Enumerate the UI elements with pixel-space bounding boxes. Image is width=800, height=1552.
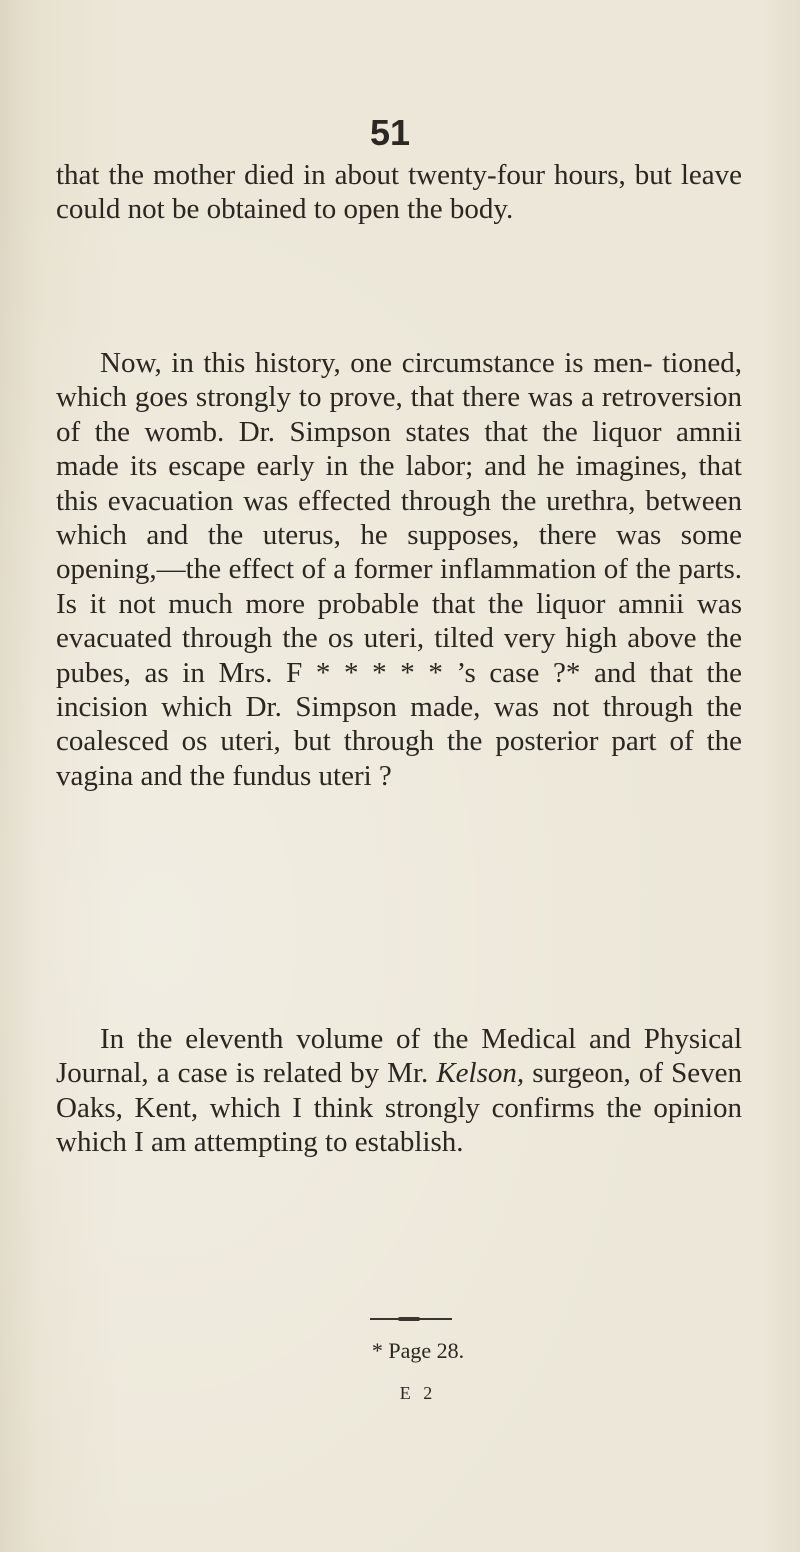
footnote: * Page 28.	[371, 1338, 465, 1363]
paragraph-3	[56, 1022, 742, 1160]
signature-mark: E 2	[399, 1383, 437, 1403]
paragraph-2: Now, in this history, one circumstance is men- tioned, which goes strongly to prove, that there was a retroversion of the womb. Dr. Simpson states that the liquor amnii made its escape early in the labor; and he imagines, that this evacuation was effected through the urethra, between which and the uterus, he supposes, there was some opening,—the effect of a former inflammation of the parts. Is it not much more probable that the liquor amnii was evacuated through the os uteri, tilted very high above the pubes, as in Mrs. F * * * * * ’s case ?* and that the incision which Dr. Simpson made, was not through the coalesced os uteri, but through the posterior part of the vagina and the fundus uteri ?	[56, 347, 742, 792]
paragraph-3-text-start: In the eleventh volume of the Medical and Physical Journal, a case is related by Mr.	[56, 1023, 742, 1090]
paragraph-3-text-end: surgeon, of Seven Oaks, Kent, which I think strongly confirms the opinion which I am attempting to establish.	[56, 1057, 742, 1159]
surgeon-name: Kelson,	[436, 1057, 525, 1090]
page-number: 51	[369, 112, 411, 153]
paragraph-1: that the mother died in about twenty-four hours, but leave could not be obtained to open the body.	[56, 159, 742, 226]
footnote-divider	[370, 1318, 452, 1320]
